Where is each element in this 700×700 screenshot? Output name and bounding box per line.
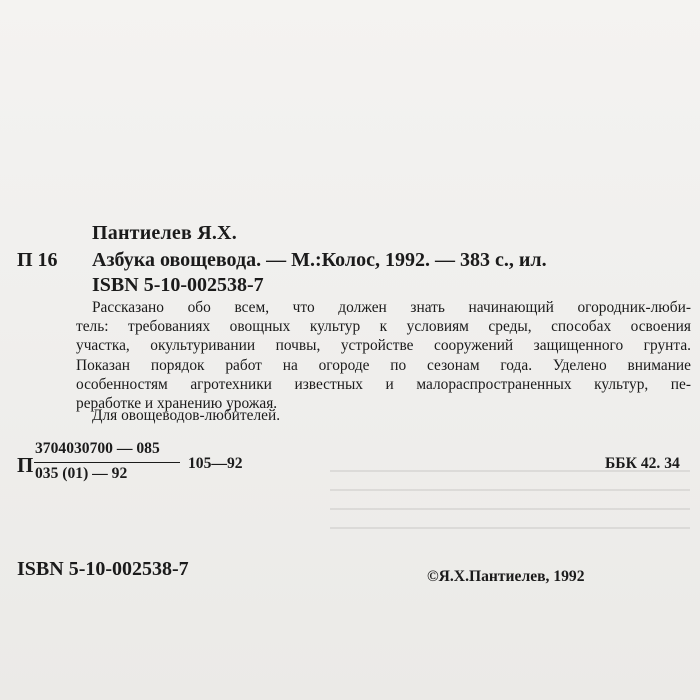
isbn-top: ISBN 5-10-002538-7 [92,274,264,296]
author-name: Пантиелев Я.Х. [92,222,237,244]
annotation-line: участка, окультуривании почвы, устройстве сооружений защищенного грунта. [76,337,691,355]
bleed-through-shadow [330,470,690,560]
bbk-code: ББК 42. 34 [605,455,680,472]
isbn-bottom: ISBN 5-10-002538-7 [17,558,189,580]
annotation-line: Показан порядок работ на огороде по сезонам года. Уделено внимание [76,356,691,374]
code-denominator: 035 (01) — 92 [35,465,128,482]
title-line: Азбука овощевода. — М.:Колос, 1992. — 383 с., ил. [92,249,547,271]
code-numerator: 3704030700 — 085 [35,440,160,457]
code-letter: П [17,453,34,477]
code-tail: 105—92 [188,455,243,472]
annotation [76,298,691,413]
annotation-line: тель: требованиях овощных культур к условиям среды, способах освоения [76,318,691,336]
annotation-line: реработке и хранению урожая. [76,395,278,413]
catalog-index: П 16 [17,249,58,271]
annotation-line: особенностям агротехники известных и малораспространенных культур, пе- [76,375,691,393]
fraction-bar [34,462,180,463]
annotation-line: Рассказано обо всем, что должен знать начинающий огородник-люби- [92,299,691,316]
audience-note: Для овощеводов-любителей. [92,407,281,424]
copyright-line: ©Я.Х.Пантиелев, 1992 [427,568,585,585]
